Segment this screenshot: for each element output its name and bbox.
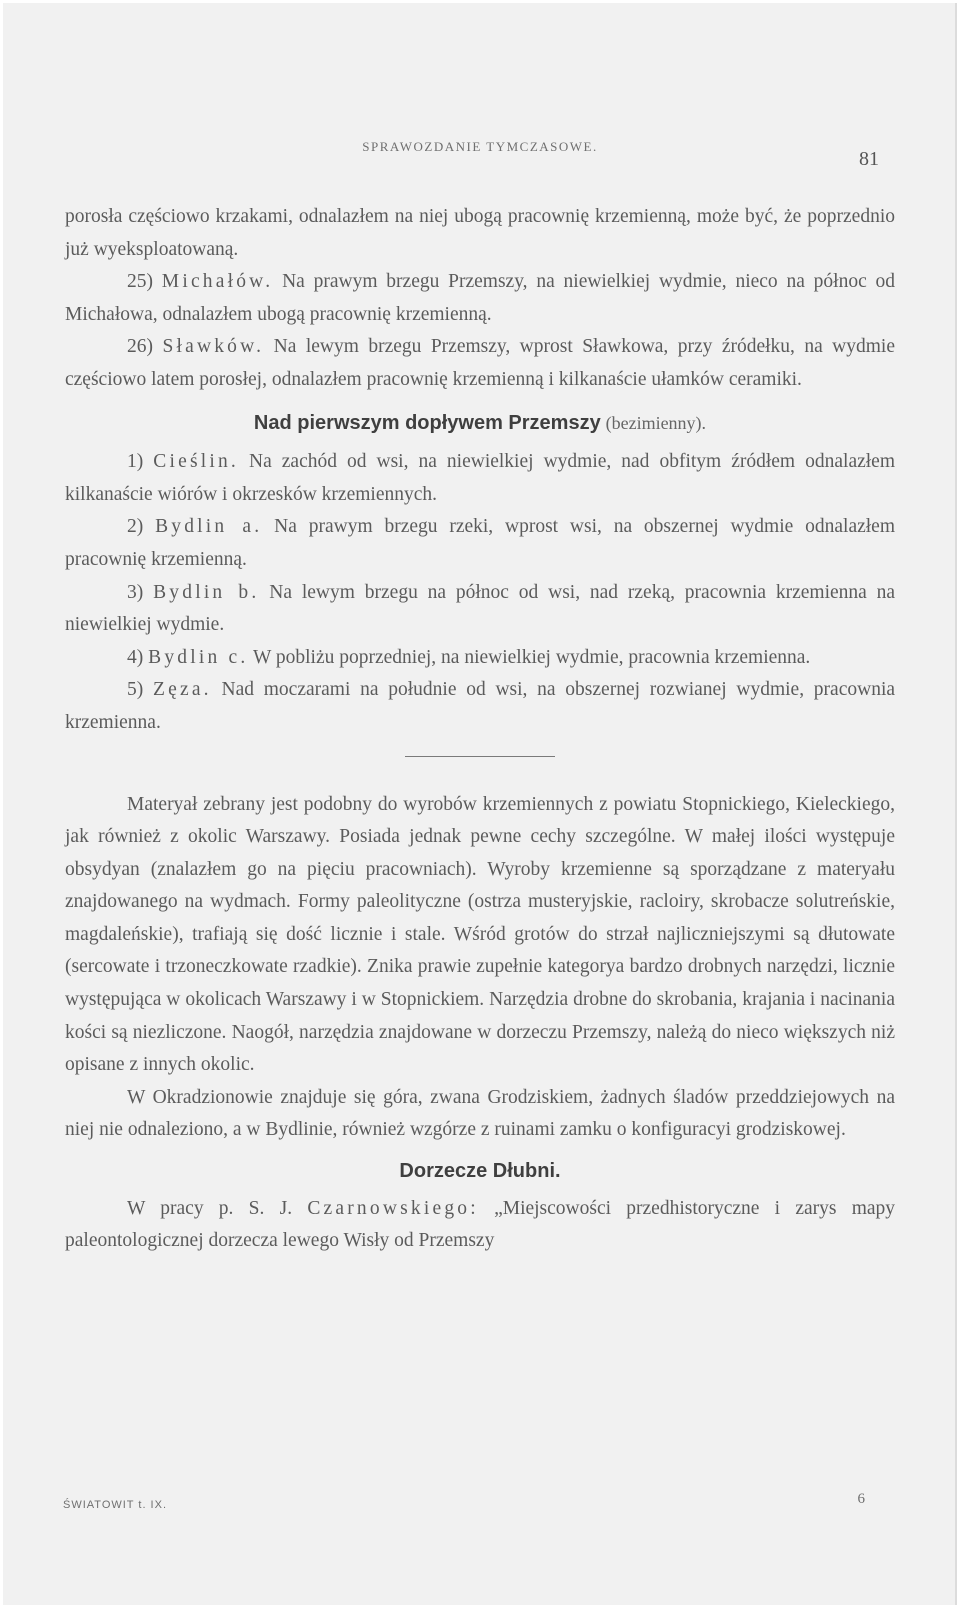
section-heading: Nad pierwszym dopływem Przemszy <box>253 411 601 434</box>
section-heading-line <box>65 407 895 441</box>
body-text <box>65 201 895 1258</box>
sheet-signature: 6 <box>857 1491 865 1507</box>
entry-3 <box>65 577 895 642</box>
running-title: SPRAWOZDANIE TYMCZASOWE. <box>362 139 598 154</box>
page-number: 81 <box>859 148 879 170</box>
entry-26 <box>65 331 895 396</box>
entry-text: Na zachód od wsi, na niewielkiej wydmie, nad obfitym źródłem odnalazłem kilkanaście wiórów i okrzesków krzemiennych. <box>65 451 895 505</box>
place-name: Bydlin a. <box>155 516 263 538</box>
summary-paragraph: W Okradzionowie znajduje się góra, zwana Grodziskiem, żadnych śladów przeddziejowych na niej nie odnaleziono, a w Bydlinie, również wzgórze z ruinami zamku o konfiguracyi grodziskowej. <box>65 1086 895 1141</box>
entry-25 <box>65 266 895 331</box>
journal-signature: ŚWIATOWIT t. IX. <box>63 1499 168 1511</box>
entry-text: Na prawym brzegu Przemszy, na niewielkiej wydmie, nieco na północ od Michałowa, odnalazłem ubogą pracownię krzemienną. <box>65 271 896 325</box>
entry-number: 5) <box>127 679 144 701</box>
place-name: Zęza. <box>153 679 212 701</box>
place-name: Cieślin. <box>153 451 239 473</box>
entry-number: 25) <box>127 271 153 293</box>
section-divider <box>405 756 555 757</box>
entry-number: 4) <box>127 646 144 668</box>
entry-4 <box>65 642 895 675</box>
entry-number: 1) <box>127 451 144 473</box>
summary-paragraph: Materyał zebrany jest podobny do wyrobów krzemiennych z powiatu Stopnickiego, Kieleckiego, jak również z okolic Warszawy. Posiada jednak pewne cechy szczególne. W małej ilości występuje obsydyan (znalazłem go na pięciu pracowniach). Wyroby krzemienne są sporządzane z materyału znajdowanego na wydmach. Formy paleolityczne (ostrza musteryjskie, racloiry, skrobacze solutreńskie, magdaleńskie), trafiają się dość licznie i stale. Wśród grotów do strzał najliczniejszymi są dłutowate (sercowate i trzoneczkowate rzadkie). Znika prawie zupełnie kategorya bardzo drobnych narzędzi, licznie występująca w okolicach Warszawy i w Stopnickiem. Narzędzia drobne do skrobania, krajania i nacinania kości są niezliczone. Naogół, narzędzia znajdowane w dorzeczu Przemszy, należą do nieco większych niż opisane z innych okolic. <box>65 793 895 1076</box>
paragraph-continues <box>65 1193 895 1258</box>
place-name: Bydlin c. <box>148 646 249 668</box>
entry-number: 26) <box>127 336 153 358</box>
entry-number: 3) <box>127 581 144 603</box>
entry-text: Na lewym brzegu Przemszy, wprost Sławkowa, przy źródełku, na wydmie częściowo latem porosłej, odnalazłem pracownię krzemienną i kilkanaście ułamków ceramiki. <box>65 336 896 390</box>
place-name: Michałów. <box>161 271 274 293</box>
entry-text: W pobliżu poprzedniej, na niewielkiej wydmie, pracownia krzemienna. <box>252 646 811 668</box>
section-subheading: (bezimienny). <box>605 412 707 433</box>
paragraph-continued: porosła częściowo krzakami, odnalazłem na niej ubogą pracownię krzemienną, może być, że poprzednio już wyeksploatowaną. <box>65 206 895 260</box>
text: W pracy p. S. J. <box>127 1197 293 1219</box>
entry-number: 2) <box>127 516 144 538</box>
author-name: Czarnowskiego: <box>307 1197 479 1219</box>
entry-2 <box>65 511 895 576</box>
page <box>3 3 957 1605</box>
entry-text: Nad moczarami na południe od wsi, na obszernej rozwianej wydmie, pracownia krzemienna. <box>65 679 896 733</box>
entry-1 <box>65 446 895 511</box>
section-heading: Dorzecze Dłubni. <box>399 1160 561 1183</box>
entry-text: Na lewym brzegu na północ od wsi, nad rzeką, pracownia krzemienna na niewielkiej wydmie. <box>65 581 896 636</box>
place-name: Bydlin b. <box>153 581 260 603</box>
text: „Miejscowości przedhistoryczne i zarys mapy paleontologicznej dorzecza lewego Wisły od Przemszy <box>65 1197 896 1252</box>
section-heading-line <box>65 1155 895 1189</box>
place-name: Sławków. <box>162 336 265 358</box>
entry-text: Na prawym brzegu rzeki, wprost wsi, na obszernej wydmie odnalazłem pracownię krzemienną. <box>65 516 895 570</box>
entry-5 <box>65 674 895 739</box>
